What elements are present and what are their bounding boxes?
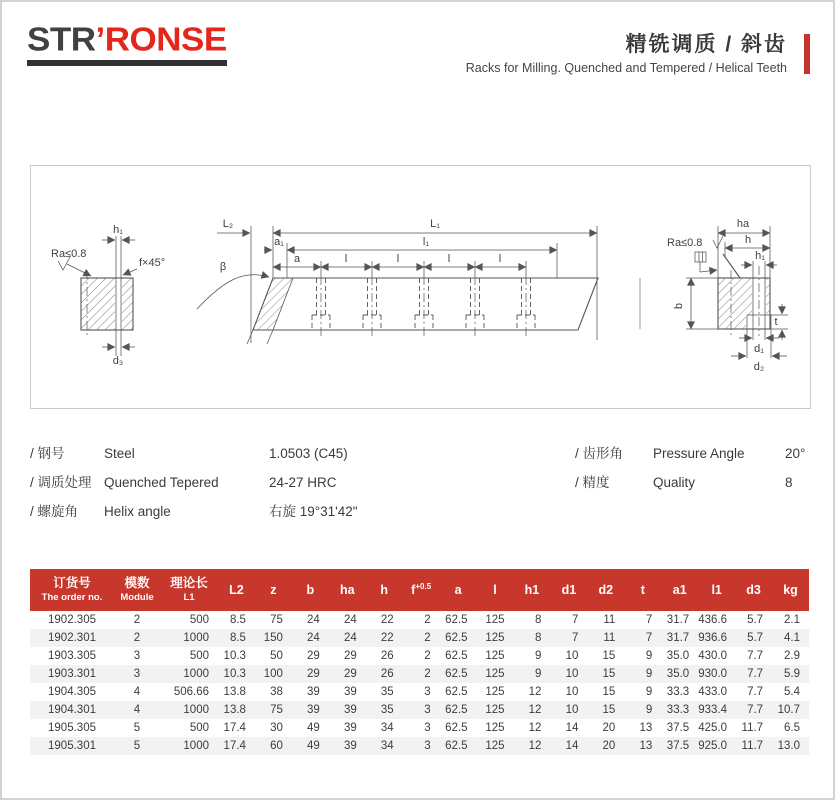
table-cell: 75	[255, 701, 292, 719]
table-cell: 10	[565, 650, 579, 662]
table-cell: 35.0	[661, 665, 698, 683]
table-cell: 3	[114, 665, 160, 683]
dim-label-a1: a₁	[274, 236, 284, 248]
dim-label-beta: β	[219, 261, 227, 273]
table-cell: 500	[189, 722, 209, 734]
table-cell: 1903.305	[48, 650, 96, 662]
table-cell: 125	[477, 629, 514, 647]
dim-label-ha: ha	[736, 218, 750, 230]
table-row	[30, 665, 809, 683]
table-cell: 100	[255, 665, 292, 683]
table-cell: 14	[565, 722, 579, 734]
surface-finish-label-left: Ra≤0.8	[51, 248, 87, 260]
table-cell: 500	[189, 614, 209, 626]
table-cell: 9	[624, 701, 661, 719]
dim-label-t: t	[774, 316, 778, 328]
table-cell: 9	[624, 665, 661, 683]
table-cell: 24	[307, 614, 320, 626]
spec-value: 24-27 HRC	[269, 475, 337, 490]
table-row	[30, 629, 809, 647]
table-cell: 39	[307, 686, 320, 698]
table-cell: 2	[114, 629, 160, 647]
table-row	[30, 701, 809, 719]
spec-row-steel	[30, 442, 348, 462]
table-cell: 425.0	[698, 722, 727, 734]
dim-label-l: l	[498, 253, 502, 265]
spec-row-treatment	[30, 471, 337, 491]
table-cell: 35	[366, 701, 403, 719]
spec-label-zh: / 齿形角	[575, 446, 624, 461]
table-cell: 24	[343, 614, 357, 626]
spec-label-zh: / 精度	[575, 475, 610, 490]
mounting-holes	[312, 261, 535, 336]
table-cell: 5.4	[784, 686, 800, 698]
table-row	[30, 737, 809, 755]
table-cell: 31.7	[661, 629, 698, 647]
table-cell: 1000	[160, 629, 218, 647]
table-cell: 37.5	[666, 722, 690, 734]
column-header-d1: d1	[550, 569, 587, 611]
column-header-l1: 理论长 L1	[160, 569, 218, 611]
table-cell: 60	[255, 737, 292, 755]
table-cell: 11	[587, 629, 624, 647]
table-cell: 20	[602, 722, 616, 734]
column-header-a: a	[440, 569, 477, 611]
table-row	[30, 719, 809, 737]
table-cell: 10	[550, 701, 587, 719]
table-cell: 430.0	[698, 650, 727, 662]
table-cell: 1902.301	[30, 629, 114, 647]
table-cell: 62.5	[445, 686, 468, 698]
table-cell: 1904.305	[48, 686, 96, 698]
table-cell: 22	[380, 614, 394, 626]
table-cell: 1000	[160, 665, 218, 683]
table-cell: 39	[292, 701, 329, 719]
table-cell: 75	[270, 614, 283, 626]
dim-label-a: a	[293, 253, 301, 265]
brand-logo	[27, 22, 227, 66]
spec-row-helix-angle	[30, 500, 358, 520]
table-cell: 5	[133, 722, 141, 734]
table-cell: 5.7	[735, 629, 772, 647]
table-cell: 10	[565, 686, 579, 698]
logo-part-ronse: RONSE	[104, 20, 227, 59]
table-cell: 3	[133, 650, 141, 662]
table-cell: 933.4	[698, 701, 735, 719]
table-cell: 150	[255, 629, 292, 647]
table-cell: 2	[403, 665, 440, 683]
column-header-b: b	[292, 569, 329, 611]
table-cell: 49	[292, 737, 329, 755]
dim-label-l: l	[344, 253, 348, 265]
table-cell: 1905.305	[48, 722, 96, 734]
table-cell: 2	[424, 650, 431, 662]
table-cell: 39	[343, 722, 357, 734]
table-cell: 33.3	[661, 701, 698, 719]
table-cell: 125	[485, 650, 505, 662]
dim-label-h1-left: h₁	[113, 224, 123, 236]
dim-label-l1: l₁	[422, 236, 430, 248]
table-cell: 1000	[160, 737, 218, 755]
logo-underline-bar	[27, 60, 227, 66]
table-cell: 5.9	[772, 665, 809, 683]
table-cell: 15	[587, 701, 624, 719]
spec-label-en: Quality	[653, 475, 696, 490]
table-cell: 2	[133, 614, 141, 626]
table-cell: 13.0	[772, 737, 809, 755]
left-section-view	[51, 224, 165, 367]
order-data-table	[30, 569, 809, 755]
table-cell: 433.0	[698, 686, 727, 698]
right-section-view	[640, 218, 788, 373]
table-cell: 29	[343, 650, 357, 662]
table-row	[30, 647, 809, 665]
table-cell: 49	[307, 722, 320, 734]
table-cell: 26	[380, 650, 394, 662]
table-cell: 12	[528, 722, 542, 734]
table-cell: 62.5	[440, 629, 477, 647]
header-accent-bar	[804, 34, 810, 74]
table-body	[30, 611, 809, 755]
dim-label-f45: f×45°	[139, 257, 166, 269]
table-cell: 925.0	[698, 737, 735, 755]
page-title-zh: 精铣调质 / 斜齿	[625, 33, 787, 56]
table-cell: 8	[535, 614, 542, 626]
column-header-l: l	[477, 569, 514, 611]
logo-apostrophe: ’	[95, 20, 105, 59]
dim-label-d3: d₃	[112, 355, 124, 367]
table-cell: 1000	[160, 701, 218, 719]
table-cell: 8	[514, 629, 551, 647]
table-cell: 15	[587, 665, 624, 683]
table-header-row	[30, 569, 809, 611]
table-cell: 7	[550, 629, 587, 647]
spec-label-zh: / 螺旋角	[30, 504, 79, 519]
table-cell: 17.4	[218, 737, 255, 755]
table-cell: 14	[550, 737, 587, 755]
table-cell: 12	[514, 701, 551, 719]
table-cell: 35.0	[666, 650, 690, 662]
table-cell: 9	[645, 650, 653, 662]
page-title-block	[466, 28, 787, 75]
table-cell: 13.8	[223, 686, 246, 698]
table-cell: 125	[477, 665, 514, 683]
table-cell: 39	[343, 686, 357, 698]
spec-label-en: Helix angle	[104, 504, 171, 519]
machining-symbol-icon	[695, 252, 706, 262]
table-cell: 39	[329, 701, 366, 719]
spec-value: 8	[785, 475, 793, 490]
table-row	[30, 683, 809, 701]
table-cell: 62.5	[440, 737, 477, 755]
table-cell: 24	[329, 629, 366, 647]
table-cell: 37.5	[661, 737, 698, 755]
table-cell: 3	[424, 722, 431, 734]
table-cell: 62.5	[445, 650, 468, 662]
table-cell: 2	[403, 629, 440, 647]
table-cell: 1904.301	[30, 701, 114, 719]
table-cell: 4	[114, 701, 160, 719]
table-cell: 29	[307, 650, 320, 662]
table-cell: 33.3	[666, 686, 690, 698]
table-cell: 62.5	[445, 614, 468, 626]
table-cell: 12	[514, 737, 551, 755]
table-cell: 29	[329, 665, 366, 683]
table-cell: 50	[270, 650, 283, 662]
dim-label-h: h	[744, 234, 752, 246]
table-cell: 2.1	[784, 614, 800, 626]
table-cell: 22	[366, 629, 403, 647]
table-cell: 1903.301	[30, 665, 114, 683]
table-cell: 8.5	[229, 614, 246, 626]
technical-drawing	[31, 166, 808, 406]
surface-finish-label-right: Ra≤0.8	[667, 237, 703, 249]
table-cell: 26	[366, 665, 403, 683]
dim-label-h1-right: h₁	[755, 250, 765, 262]
table-cell: 8.5	[218, 629, 255, 647]
column-header-d3: d3	[735, 569, 772, 611]
table-cell: 2	[424, 614, 431, 626]
table-cell: 9	[535, 650, 542, 662]
table-cell: 2.9	[784, 650, 800, 662]
table-cell: 29	[292, 665, 329, 683]
rack-side-view	[197, 218, 598, 344]
table-cell: 15	[602, 650, 616, 662]
table-cell: 62.5	[440, 701, 477, 719]
table-cell: 7.7	[735, 665, 772, 683]
table-cell: 1902.305	[48, 614, 96, 626]
dim-label-d2: d₂	[753, 361, 765, 373]
table-cell: 30	[270, 722, 283, 734]
table-cell: 35	[380, 686, 394, 698]
table-cell: 7	[624, 629, 661, 647]
dim-label-L2: L₂	[222, 218, 234, 230]
table-cell: 34	[366, 737, 403, 755]
table-cell: 3	[403, 701, 440, 719]
table-cell: 17.4	[223, 722, 246, 734]
table-cell: 24	[292, 629, 329, 647]
table-cell: 125	[485, 686, 505, 698]
table-cell: 4	[133, 686, 141, 698]
table-cell: 13	[624, 737, 661, 755]
table-cell: 9	[645, 686, 653, 698]
column-header-kg: kg	[772, 569, 809, 611]
page-title-en: Racks for Milling. Quenched and Tempered / Helical Teeth	[465, 61, 787, 75]
table-cell: 500	[189, 650, 209, 662]
table-cell: 6.5	[784, 722, 800, 734]
table-cell: 11	[603, 614, 616, 626]
column-header-l1: l1	[698, 569, 735, 611]
table-cell: 125	[477, 737, 514, 755]
table-header	[30, 569, 809, 611]
table-cell: 39	[329, 737, 366, 755]
table-cell: 5.7	[747, 614, 764, 626]
table-row	[30, 611, 809, 629]
table-cell: 34	[380, 722, 394, 734]
table-cell: 506.66	[173, 686, 209, 698]
table-cell: 20	[587, 737, 624, 755]
logo-part-str: STR	[27, 20, 96, 59]
table-cell: 15	[602, 686, 616, 698]
table-cell: 436.6	[698, 614, 727, 626]
table-cell: 930.0	[698, 665, 735, 683]
column-header-f: $f^{+0.5}$	[403, 569, 440, 611]
table-cell: 13	[639, 722, 653, 734]
spec-label-zh: / 调质处理	[30, 475, 92, 490]
table-cell: 11.7	[735, 737, 772, 755]
spec-value: 右旋 19°31'42"	[269, 504, 358, 519]
spec-value: 20°	[785, 446, 806, 461]
column-header-z: z	[255, 569, 292, 611]
spec-row-pressure-angle	[575, 442, 805, 462]
technical-drawing-panel	[30, 165, 811, 409]
table-cell: 38	[270, 686, 283, 698]
table-cell: 1905.301	[30, 737, 114, 755]
column-header-the-order-no: 订货号 The order no.	[30, 569, 114, 611]
table-cell: 3	[424, 686, 431, 698]
table-cell: 125	[485, 722, 505, 734]
table-cell: 62.5	[445, 722, 468, 734]
table-cell: 10.3	[218, 665, 255, 683]
table-cell: 7	[571, 614, 579, 626]
table-cell: 936.6	[698, 629, 735, 647]
spec-label-en: Pressure Angle	[653, 446, 745, 461]
dim-label-l: l	[396, 253, 400, 265]
spec-row-quality	[575, 471, 793, 491]
table-cell: 62.5	[440, 665, 477, 683]
dim-label-b: b	[673, 302, 685, 310]
table-cell: 10	[550, 665, 587, 683]
table-cell: 11.7	[741, 722, 764, 734]
column-header-a1: a1	[661, 569, 698, 611]
table-cell: 9	[514, 665, 551, 683]
table-cell: 4.1	[772, 629, 809, 647]
spec-label-en: Quenched Tepered	[104, 475, 219, 490]
column-header-d2: d2	[587, 569, 624, 611]
table-cell: 7.7	[747, 686, 764, 698]
dim-label-d1: d₁	[754, 343, 764, 355]
spec-label-zh: / 钢号	[30, 446, 65, 461]
table-cell: 7	[645, 614, 653, 626]
table-cell: 7.7	[735, 701, 772, 719]
table-cell: 12	[528, 686, 542, 698]
table-cell: 125	[485, 614, 505, 626]
column-header-ha: ha	[329, 569, 366, 611]
table-cell: 13.8	[218, 701, 255, 719]
dim-label-L1: L₁	[430, 218, 440, 230]
table-cell: 31.7	[666, 614, 690, 626]
spec-value: 1.0503 (C45)	[269, 446, 348, 461]
spec-label-en: Steel	[104, 446, 135, 461]
table-cell: 7.7	[747, 650, 764, 662]
column-header-module: 模数 Module	[114, 569, 160, 611]
column-header-l2: L2	[218, 569, 255, 611]
column-header-t: t	[624, 569, 661, 611]
table-cell: 10.3	[223, 650, 246, 662]
column-header-h: h	[366, 569, 403, 611]
table-cell: 10.7	[772, 701, 809, 719]
column-header-h1: h1	[514, 569, 551, 611]
table-cell: 3	[403, 737, 440, 755]
table-cell: 125	[477, 701, 514, 719]
table-cell: 5	[114, 737, 160, 755]
brand-logo-text	[27, 20, 227, 59]
dim-label-l: l	[447, 253, 451, 265]
